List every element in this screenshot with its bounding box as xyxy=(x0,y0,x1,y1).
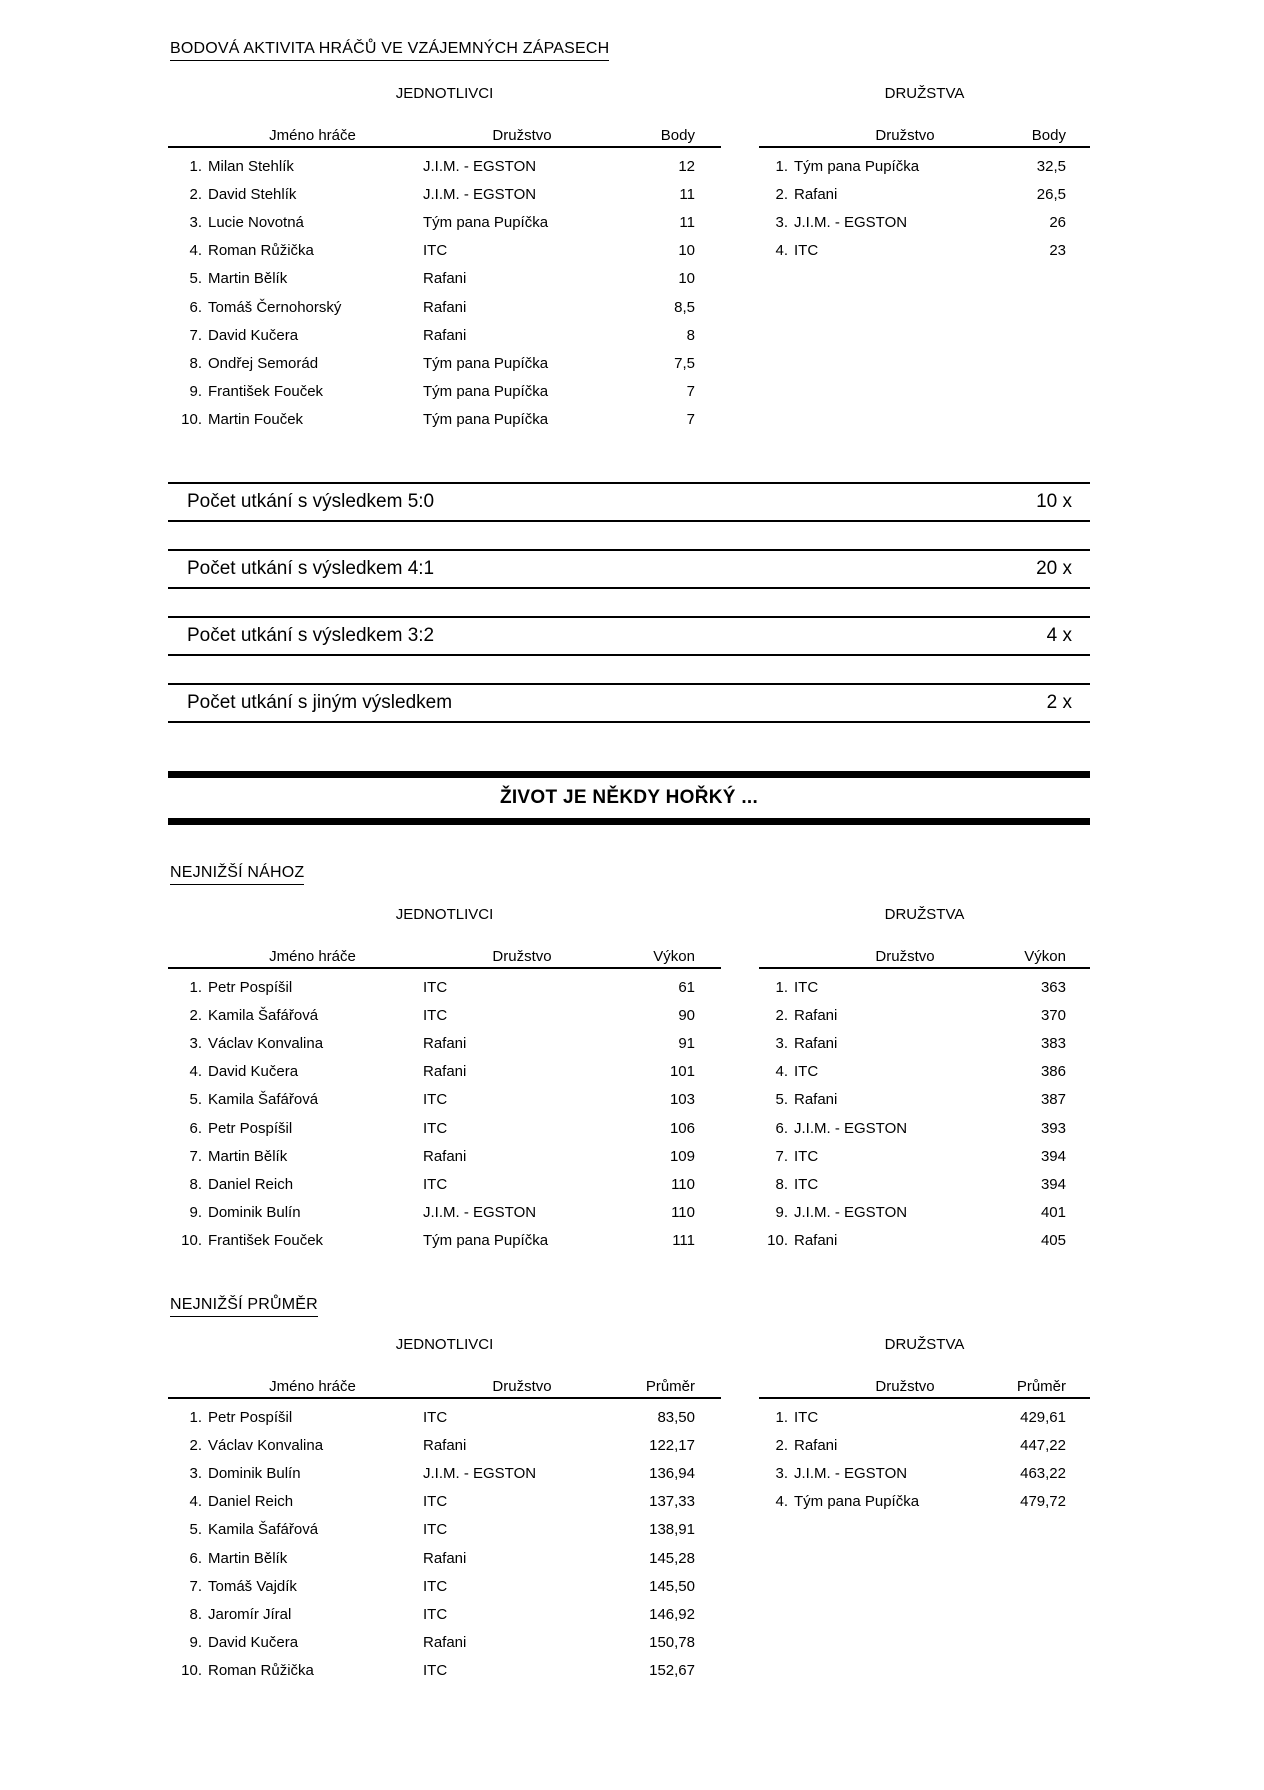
rank: 1. xyxy=(775,978,788,996)
player-name: Martin Bělík xyxy=(208,1147,288,1165)
team-name: ITC xyxy=(794,1063,819,1081)
lowest-average-heading: NEJNIŽŠÍ PRŮMĚR xyxy=(170,1296,318,1317)
rank: 1. xyxy=(189,157,202,175)
team-name: Rafani xyxy=(423,270,467,288)
player-name: Daniel Reich xyxy=(208,1493,294,1511)
rank-col-spacer xyxy=(759,947,788,967)
table-rows xyxy=(759,148,1090,265)
teams-caption: DRUŽSTVA xyxy=(884,906,965,923)
rank: 5. xyxy=(189,270,202,288)
match-count-box-5-0 xyxy=(168,482,1090,522)
table-header xyxy=(168,126,721,148)
table-row xyxy=(759,1488,1090,1516)
lowest-game-heading: NEJNIŽŠÍ NÁHOZ xyxy=(170,864,304,885)
table-row xyxy=(168,152,721,180)
page-title: BODOVÁ AKTIVITA HRÁČŮ VE VZÁJEMNÝCH ZÁPASECH xyxy=(170,40,609,61)
table-row xyxy=(168,406,721,434)
team-name: J.I.M. - EGSTON xyxy=(794,1464,908,1482)
value: 479,72 xyxy=(1020,1493,1066,1511)
rank: 4. xyxy=(775,242,788,260)
team-name: ITC xyxy=(794,1175,819,1193)
rank: 4. xyxy=(189,1493,202,1511)
table-header xyxy=(759,126,1090,148)
rank: 1. xyxy=(189,1408,202,1426)
table-row xyxy=(759,1114,1090,1142)
value: 12 xyxy=(678,157,695,175)
team-name: ITC xyxy=(794,242,819,260)
player-name: Kamila Šafářová xyxy=(208,1521,319,1539)
table-rows xyxy=(168,1399,721,1685)
rank: 10. xyxy=(181,1232,202,1250)
teams-caption: DRUŽSTVA xyxy=(884,85,965,102)
value: 26,5 xyxy=(1036,185,1066,203)
value-col-header: Průměr xyxy=(645,1378,695,1395)
player-name: Dominik Bulín xyxy=(208,1204,301,1222)
player-name: Lucie Novotná xyxy=(208,213,304,231)
rank: 2. xyxy=(189,185,202,203)
table-row xyxy=(759,1459,1090,1487)
rank: 10. xyxy=(181,411,202,429)
team-name: J.I.M. - EGSTON xyxy=(423,185,537,203)
table-row xyxy=(168,1544,721,1572)
rank: 2. xyxy=(189,1436,202,1454)
value: 138,91 xyxy=(649,1521,695,1539)
points-individuals-table xyxy=(168,86,721,434)
match-count-label: Počet utkání s výsledkem 4:1 xyxy=(187,558,435,579)
table-rows xyxy=(168,969,721,1255)
team-col-header: Družstvo xyxy=(492,948,552,965)
team-name: Tým pana Pupíčka xyxy=(423,354,549,372)
table-row xyxy=(168,973,721,1001)
value: 23 xyxy=(1049,242,1066,260)
match-count-label: Počet utkání s jiným výsledkem xyxy=(187,692,453,713)
value: 110 xyxy=(671,1204,695,1222)
team-name: Tým pana Pupíčka xyxy=(423,1232,549,1250)
table-row xyxy=(168,237,721,265)
team-name: Rafani xyxy=(794,1232,838,1250)
team-name: Rafani xyxy=(423,1147,467,1165)
table-row xyxy=(759,1403,1090,1431)
team-name: ITC xyxy=(423,1091,448,1109)
rank: 5. xyxy=(189,1091,202,1109)
team-name: Rafani xyxy=(794,185,838,203)
rank: 9. xyxy=(189,1204,202,1222)
team-name: ITC xyxy=(423,1577,448,1595)
table-row xyxy=(759,1431,1090,1459)
value: 146,92 xyxy=(649,1605,695,1623)
value: 137,33 xyxy=(649,1493,695,1511)
rank: 3. xyxy=(189,1464,202,1482)
value: 11 xyxy=(679,185,695,203)
rank: 5. xyxy=(189,1521,202,1539)
banner: ŽIVOT JE NĚKDY HOŘKÝ ... xyxy=(168,771,1090,825)
table-header xyxy=(168,1377,721,1399)
rank: 8. xyxy=(189,1175,202,1193)
player-col-header: Jméno hráče xyxy=(269,1378,356,1395)
table-row xyxy=(168,1459,721,1487)
rank: 4. xyxy=(189,1063,202,1081)
table-row xyxy=(759,1227,1090,1255)
value: 401 xyxy=(1040,1204,1066,1222)
table-row xyxy=(168,1516,721,1544)
value-col-header: Body xyxy=(660,127,695,144)
value: 106 xyxy=(669,1119,695,1137)
rank-col-spacer xyxy=(759,126,788,146)
value: 463,22 xyxy=(1020,1464,1066,1482)
table-row xyxy=(168,265,721,293)
value: 363 xyxy=(1040,978,1066,996)
value: 370 xyxy=(1040,1006,1066,1024)
value: 8,5 xyxy=(674,298,695,316)
value: 7,5 xyxy=(674,354,695,372)
rank: 10. xyxy=(767,1232,788,1250)
team-name: ITC xyxy=(794,1147,819,1165)
player-name: Ondřej Semorád xyxy=(208,354,319,372)
table-row xyxy=(759,180,1090,208)
team-name: ITC xyxy=(423,1493,448,1511)
rank: 10. xyxy=(181,1662,202,1680)
table-row xyxy=(168,1058,721,1086)
match-count-value: 20 x xyxy=(1036,558,1072,579)
rank-col-spacer xyxy=(759,1377,788,1397)
table-row xyxy=(168,1431,721,1459)
table-header xyxy=(759,947,1090,969)
team-name: ITC xyxy=(423,1662,448,1680)
value: 109 xyxy=(669,1147,695,1165)
match-count-value: 4 x xyxy=(1046,625,1072,646)
team-name: ITC xyxy=(423,978,448,996)
rank: 2. xyxy=(189,1006,202,1024)
player-name: Milan Stehlík xyxy=(208,157,294,175)
team-name: J.I.M. - EGSTON xyxy=(423,1204,537,1222)
rank: 5. xyxy=(775,1091,788,1109)
player-name: Kamila Šafářová xyxy=(208,1006,319,1024)
player-name: Martin Bělík xyxy=(208,1549,288,1567)
value: 150,78 xyxy=(649,1634,695,1652)
value: 90 xyxy=(678,1006,695,1024)
player-name: František Fouček xyxy=(208,1232,324,1250)
team-name: Rafani xyxy=(423,1549,467,1567)
player-name: Daniel Reich xyxy=(208,1175,294,1193)
table-row xyxy=(759,973,1090,1001)
team-name: Tým pana Pupíčka xyxy=(794,1493,920,1511)
table-row xyxy=(168,349,721,377)
team-name: Rafani xyxy=(794,1091,838,1109)
team-name: Tým pana Pupíčka xyxy=(794,157,920,175)
value: 386 xyxy=(1040,1063,1066,1081)
table-row xyxy=(168,1403,721,1431)
table-row xyxy=(759,1199,1090,1227)
team-name: ITC xyxy=(423,1605,448,1623)
team-col-header: Družstvo xyxy=(492,1378,552,1395)
table-row xyxy=(168,378,721,406)
individuals-caption: JEDNOTLIVCI xyxy=(395,906,494,923)
rank: 7. xyxy=(775,1147,788,1165)
player-name: Roman Růžička xyxy=(208,1662,314,1680)
individuals-caption: JEDNOTLIVCI xyxy=(395,85,494,102)
value: 83,50 xyxy=(657,1408,695,1426)
team-name: J.I.M. - EGSTON xyxy=(423,1464,537,1482)
value: 122,17 xyxy=(649,1436,695,1454)
team-name: Rafani xyxy=(423,1436,467,1454)
rank: 3. xyxy=(775,213,788,231)
table-row xyxy=(759,1142,1090,1170)
rank: 4. xyxy=(189,242,202,260)
match-count-label: Počet utkání s výsledkem 5:0 xyxy=(187,491,435,512)
rank: 3. xyxy=(775,1034,788,1052)
team-name: Rafani xyxy=(794,1006,838,1024)
player-name: Jaromír Jíral xyxy=(208,1605,292,1623)
player-col-header: Jméno hráče xyxy=(269,948,356,965)
table-row xyxy=(168,1629,721,1657)
player-name: Václav Konvalina xyxy=(208,1436,324,1454)
lowest-average-section xyxy=(168,1337,1090,1685)
table-row xyxy=(759,1170,1090,1198)
table-row xyxy=(168,293,721,321)
player-name: David Kučera xyxy=(208,1063,299,1081)
value: 10 xyxy=(678,242,695,260)
rank: 3. xyxy=(775,1464,788,1482)
team-name: ITC xyxy=(794,978,819,996)
table-row xyxy=(759,1058,1090,1086)
table-row xyxy=(759,152,1090,180)
table-header xyxy=(759,1377,1090,1399)
table-row xyxy=(759,1086,1090,1114)
table-row xyxy=(168,180,721,208)
rank: 6. xyxy=(189,1549,202,1567)
table-rows xyxy=(759,969,1090,1255)
rank: 2. xyxy=(775,1436,788,1454)
value-col-header: Body xyxy=(1031,127,1066,144)
rank: 7. xyxy=(189,1147,202,1165)
value-col-header: Průměr xyxy=(1016,1378,1066,1395)
player-name: Tomáš Černohorský xyxy=(208,298,342,316)
rank: 8. xyxy=(189,1605,202,1623)
value: 393 xyxy=(1040,1119,1066,1137)
table-row xyxy=(168,1001,721,1029)
lowest-game-section xyxy=(168,907,1090,1255)
player-name: Václav Konvalina xyxy=(208,1034,324,1052)
value: 11 xyxy=(679,213,695,231)
table-row xyxy=(759,237,1090,265)
player-name: Martin Bělík xyxy=(208,270,288,288)
table-row xyxy=(168,1199,721,1227)
rank: 4. xyxy=(775,1063,788,1081)
team-name: ITC xyxy=(423,1521,448,1539)
team-name: ITC xyxy=(423,1175,448,1193)
match-count-box-other xyxy=(168,683,1090,723)
player-name: David Kučera xyxy=(208,326,299,344)
table-row xyxy=(168,1142,721,1170)
rank: 6. xyxy=(189,1119,202,1137)
lowest-game-individuals-table xyxy=(168,907,721,1255)
value-col-header: Výkon xyxy=(653,948,695,965)
match-count-value: 10 x xyxy=(1036,491,1072,512)
team-col-header: Družstvo xyxy=(875,1378,935,1395)
team-name: Rafani xyxy=(423,1063,467,1081)
team-name: ITC xyxy=(423,1006,448,1024)
value: 429,61 xyxy=(1020,1408,1066,1426)
value: 111 xyxy=(672,1232,695,1250)
value-col-header: Výkon xyxy=(1024,948,1066,965)
value: 145,50 xyxy=(649,1577,695,1595)
value: 8 xyxy=(686,326,695,344)
team-col-header: Družstvo xyxy=(492,127,552,144)
team-name: Rafani xyxy=(423,1634,467,1652)
table-row xyxy=(759,208,1090,236)
team-name: ITC xyxy=(794,1408,819,1426)
individuals-caption: JEDNOTLIVCI xyxy=(395,1336,494,1353)
team-col-header: Družstvo xyxy=(875,127,935,144)
team-name: ITC xyxy=(423,1119,448,1137)
points-section xyxy=(168,86,1090,434)
table-row xyxy=(168,208,721,236)
rank: 1. xyxy=(775,1408,788,1426)
team-name: Rafani xyxy=(423,1034,467,1052)
player-name: Petr Pospíšil xyxy=(208,978,293,996)
player-name: František Fouček xyxy=(208,383,324,401)
player-name: David Stehlík xyxy=(208,185,297,203)
player-name: Petr Pospíšil xyxy=(208,1408,293,1426)
team-name: Rafani xyxy=(794,1034,838,1052)
value: 152,67 xyxy=(649,1662,695,1680)
team-name: Tým pana Pupíčka xyxy=(423,383,549,401)
table-row xyxy=(168,1170,721,1198)
value: 103 xyxy=(669,1091,695,1109)
team-name: J.I.M. - EGSTON xyxy=(794,1119,908,1137)
value: 447,22 xyxy=(1020,1436,1066,1454)
team-name: Rafani xyxy=(423,298,467,316)
player-name: David Kučera xyxy=(208,1634,299,1652)
table-row xyxy=(168,1488,721,1516)
player-name: Tomáš Vajdík xyxy=(208,1577,297,1595)
match-count-label: Počet utkání s výsledkem 3:2 xyxy=(187,625,435,646)
rank: 6. xyxy=(775,1119,788,1137)
points-teams-table xyxy=(759,86,1090,265)
rank: 2. xyxy=(775,185,788,203)
player-name: Dominik Bulín xyxy=(208,1464,301,1482)
team-name: J.I.M. - EGSTON xyxy=(794,213,908,231)
team-col-header: Družstvo xyxy=(875,948,935,965)
rank-col-spacer xyxy=(168,126,202,146)
rank: 1. xyxy=(189,978,202,996)
table-row xyxy=(168,321,721,349)
value: 91 xyxy=(678,1034,695,1052)
match-count-value: 2 x xyxy=(1046,692,1072,713)
rank: 4. xyxy=(775,1493,788,1511)
table-row xyxy=(168,1227,721,1255)
rank: 7. xyxy=(189,1577,202,1595)
value: 145,28 xyxy=(649,1549,695,1567)
table-header xyxy=(168,947,721,969)
match-count-box-3-2 xyxy=(168,616,1090,656)
lowest-game-teams-table xyxy=(759,907,1090,1255)
value: 101 xyxy=(669,1063,695,1081)
player-col-header: Jméno hráče xyxy=(269,127,356,144)
rank: 3. xyxy=(189,1034,202,1052)
value: 383 xyxy=(1040,1034,1066,1052)
value: 136,94 xyxy=(649,1464,695,1482)
value: 110 xyxy=(671,1175,695,1193)
table-row xyxy=(168,1029,721,1057)
table-row xyxy=(168,1600,721,1628)
rank: 2. xyxy=(775,1006,788,1024)
value: 405 xyxy=(1040,1232,1066,1250)
value: 7 xyxy=(686,383,695,401)
value: 26 xyxy=(1049,213,1066,231)
rank: 1. xyxy=(775,157,788,175)
player-name: Martin Fouček xyxy=(208,411,304,429)
table-row xyxy=(759,1001,1090,1029)
rank: 6. xyxy=(189,298,202,316)
table-row xyxy=(168,1114,721,1142)
team-name: J.I.M. - EGSTON xyxy=(794,1204,908,1222)
rank: 9. xyxy=(189,383,202,401)
lowest-average-teams-table xyxy=(759,1337,1090,1516)
rank: 8. xyxy=(775,1175,788,1193)
table-rows xyxy=(759,1399,1090,1516)
team-name: Tým pana Pupíčka xyxy=(423,213,549,231)
team-name: ITC xyxy=(423,1408,448,1426)
value: 32,5 xyxy=(1036,157,1066,175)
teams-caption: DRUŽSTVA xyxy=(884,1336,965,1353)
lowest-average-individuals-table xyxy=(168,1337,721,1685)
team-name: Tým pana Pupíčka xyxy=(423,411,549,429)
team-name: J.I.M. - EGSTON xyxy=(423,157,537,175)
value: 61 xyxy=(678,978,695,996)
table-row xyxy=(168,1572,721,1600)
team-name: Rafani xyxy=(423,326,467,344)
table-row xyxy=(168,1086,721,1114)
value: 394 xyxy=(1040,1175,1066,1193)
rank: 3. xyxy=(189,213,202,231)
rank-col-spacer xyxy=(168,947,202,967)
table-row xyxy=(759,1029,1090,1057)
rank-col-spacer xyxy=(168,1377,202,1397)
table-row xyxy=(168,1657,721,1685)
player-name: Kamila Šafářová xyxy=(208,1091,319,1109)
value: 394 xyxy=(1040,1147,1066,1165)
player-name: Petr Pospíšil xyxy=(208,1119,293,1137)
rank: 9. xyxy=(775,1204,788,1222)
player-name: Roman Růžička xyxy=(208,242,314,260)
match-count-box-4-1 xyxy=(168,549,1090,589)
value: 7 xyxy=(686,411,695,429)
rank: 7. xyxy=(189,326,202,344)
value: 10 xyxy=(678,270,695,288)
table-rows xyxy=(168,148,721,434)
team-name: Rafani xyxy=(794,1436,838,1454)
rank: 8. xyxy=(189,354,202,372)
value: 387 xyxy=(1040,1091,1066,1109)
rank: 9. xyxy=(189,1634,202,1652)
team-name: ITC xyxy=(423,242,448,260)
